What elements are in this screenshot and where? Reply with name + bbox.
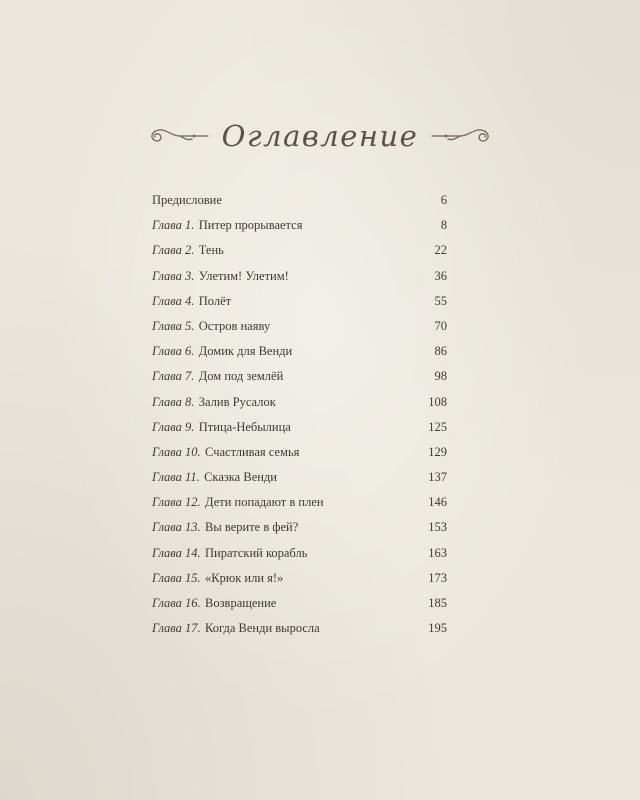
toc-entry-label xyxy=(152,188,222,213)
toc-entry[interactable] xyxy=(152,541,447,566)
toc-entry-label xyxy=(152,264,289,289)
toc-entry-label xyxy=(152,415,291,440)
chapter-number: Глава 2. xyxy=(152,243,195,258)
chapter-title: Возвращение xyxy=(205,596,277,610)
page-number: 163 xyxy=(428,545,447,560)
chapter-number: Глава 12. xyxy=(152,495,201,510)
toc-entry[interactable] xyxy=(152,415,447,440)
chapter-title: Когда Венди выросла xyxy=(205,621,320,636)
toc-entry[interactable] xyxy=(152,238,447,263)
page-number: 70 xyxy=(434,318,447,333)
chapter-number: Глава 1. xyxy=(152,218,195,233)
chapter-number: Глава 13. xyxy=(152,520,201,535)
toc-entry-label xyxy=(152,566,283,591)
chapter-title: Пиратский корабль xyxy=(205,545,308,560)
page-number: 55 xyxy=(434,293,447,308)
chapter-title: Счастливая семья xyxy=(205,444,300,459)
toc-entry-label xyxy=(152,238,224,263)
chapter-number: Глава 17. xyxy=(152,621,201,636)
chapter-title: Сказка Венди xyxy=(204,470,277,485)
chapter-title: «Крюк или я!» xyxy=(205,570,284,585)
toc-entry[interactable] xyxy=(152,289,447,314)
page-number: 129 xyxy=(428,444,447,459)
chapter-title: Полёт xyxy=(198,293,232,308)
contents-title: Оглавление xyxy=(221,119,419,153)
toc-entry[interactable] xyxy=(152,364,447,389)
chapter-title: Вы верите в фей? xyxy=(205,520,299,535)
chapter-number: Глава 8. xyxy=(152,394,195,409)
chapter-number: Глава 6. xyxy=(152,344,195,359)
toc-entry[interactable] xyxy=(152,465,447,490)
page-number: 6 xyxy=(440,193,447,207)
page-number: 86 xyxy=(434,344,447,359)
chapter-title: Дом под землёй xyxy=(198,369,284,384)
chapter-number: Глава 10. xyxy=(152,444,201,459)
toc-entry[interactable] xyxy=(152,490,447,515)
toc-entry[interactable] xyxy=(152,314,447,339)
chapter-number: Глава 11. xyxy=(152,470,200,485)
table-of-contents xyxy=(152,188,447,641)
chapter-number: Глава 15. xyxy=(152,570,201,585)
page-number: 8 xyxy=(440,218,447,233)
toc-entry[interactable] xyxy=(152,566,447,591)
page-number: 185 xyxy=(428,596,447,610)
page-number: 98 xyxy=(434,369,447,384)
chapter-title: Залив Русалок xyxy=(198,394,276,409)
toc-entry[interactable] xyxy=(152,591,447,616)
chapter-number: Глава 5. xyxy=(152,318,195,333)
chapter-title: Домик для Венди xyxy=(198,344,293,359)
toc-entry-label xyxy=(152,465,277,490)
toc-entry[interactable] xyxy=(152,515,447,540)
chapter-number: Глава 4. xyxy=(152,293,195,308)
page-number: 173 xyxy=(428,570,447,585)
page-number: 125 xyxy=(428,419,447,434)
page-number: 195 xyxy=(428,621,447,636)
toc-entry[interactable] xyxy=(152,339,447,364)
chapter-title: Предисловие xyxy=(152,193,222,207)
page-number: 153 xyxy=(428,520,447,535)
page-number: 36 xyxy=(434,268,447,283)
page-number: 137 xyxy=(428,470,447,485)
flourish-right-icon xyxy=(430,125,496,147)
chapter-number: Глава 14. xyxy=(152,545,201,560)
toc-entry[interactable] xyxy=(152,440,447,465)
toc-entry-label xyxy=(152,616,320,641)
chapter-title: Дети попадают в плен xyxy=(205,495,324,510)
toc-entry-label xyxy=(152,390,276,415)
chapter-number: Глава 3. xyxy=(152,268,195,283)
page-number: 108 xyxy=(428,394,447,409)
chapter-number: Глава 16. xyxy=(152,596,201,610)
contents-heading xyxy=(0,112,640,160)
toc-entry[interactable] xyxy=(152,188,447,213)
toc-entry-label xyxy=(152,339,292,364)
toc-entry-label xyxy=(152,515,298,540)
toc-entry-label xyxy=(152,440,299,465)
chapter-number: Глава 7. xyxy=(152,369,195,384)
chapter-title: Улетим! Улетим! xyxy=(198,268,289,283)
toc-entry-label xyxy=(152,490,324,515)
toc-entry[interactable] xyxy=(152,616,447,641)
toc-entry[interactable] xyxy=(152,264,447,289)
chapter-title: Птица-Небылица xyxy=(198,419,291,434)
flourish-left-icon xyxy=(144,125,210,147)
chapter-title: Питер прорывается xyxy=(198,218,303,233)
toc-entry-label xyxy=(152,213,302,238)
toc-entry[interactable] xyxy=(152,213,447,238)
toc-entry-label xyxy=(152,314,270,339)
chapter-number: Глава 9. xyxy=(152,419,195,434)
toc-entry-label xyxy=(152,591,276,616)
toc-entry[interactable] xyxy=(152,390,447,415)
chapter-title: Остров наяву xyxy=(198,318,271,333)
page-number: 22 xyxy=(434,243,447,258)
toc-entry-label xyxy=(152,364,283,389)
page-number: 146 xyxy=(428,495,447,510)
chapter-title: Тень xyxy=(198,243,224,258)
toc-entry-label xyxy=(152,541,307,566)
toc-entry-label xyxy=(152,289,231,314)
